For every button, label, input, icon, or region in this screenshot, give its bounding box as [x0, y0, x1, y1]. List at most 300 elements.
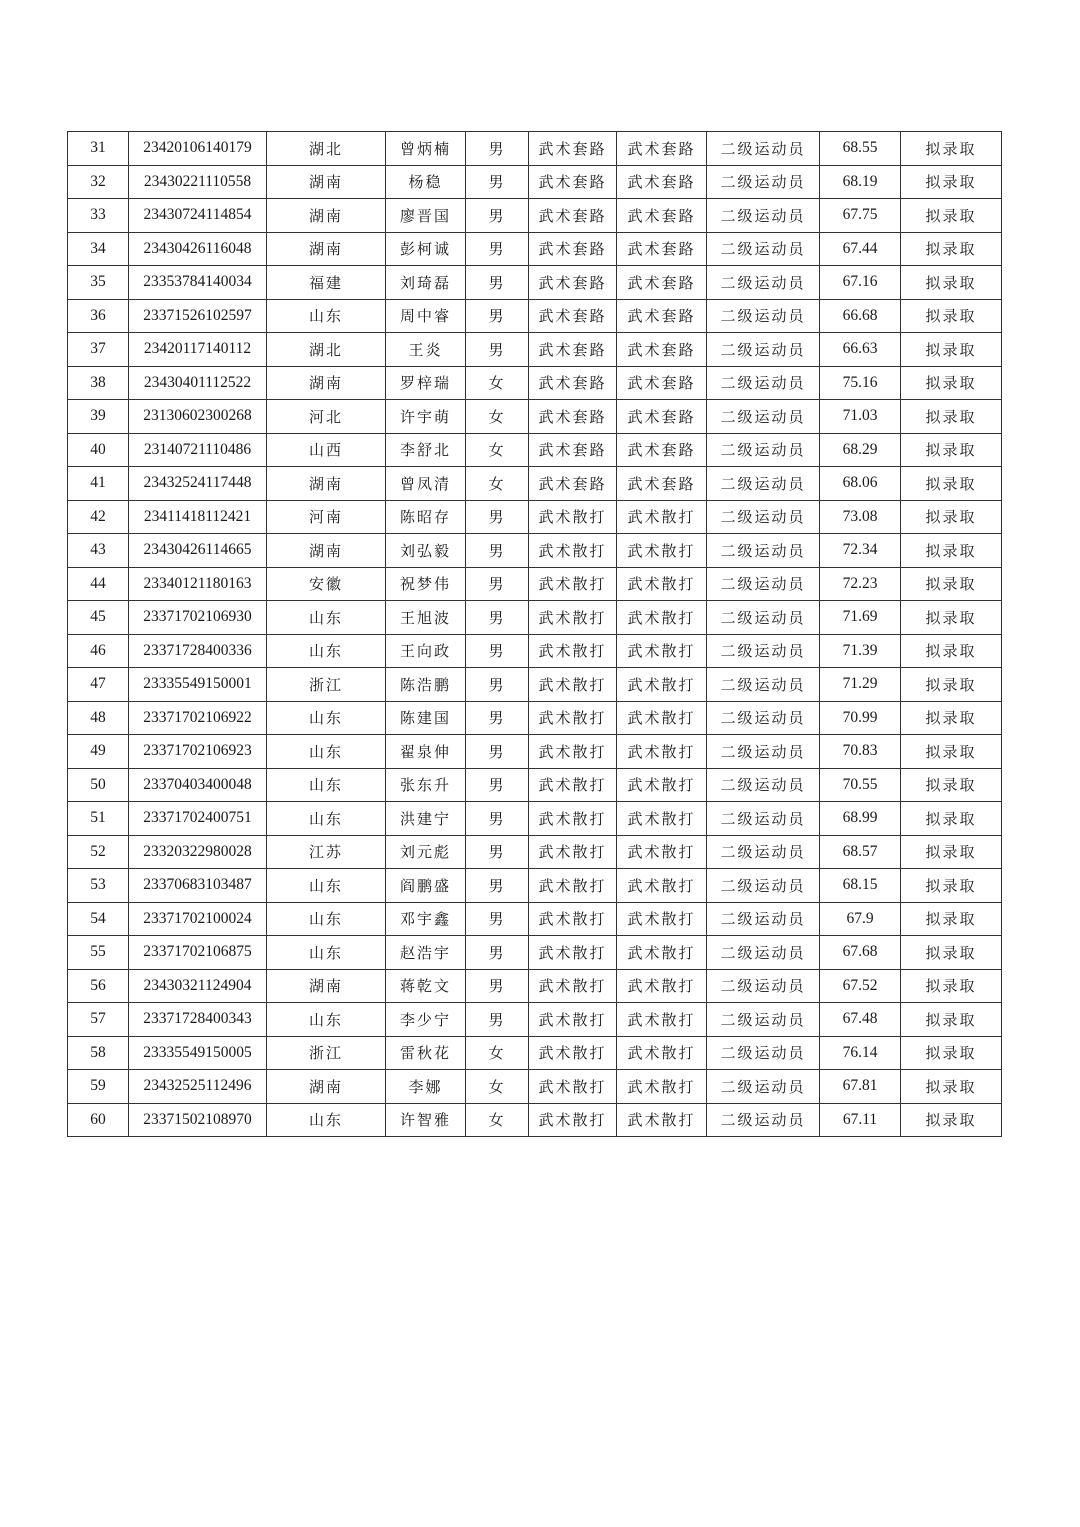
- table-row: [68, 366, 1002, 400]
- cell-gender: 女: [466, 1036, 529, 1070]
- table-row: [68, 567, 1002, 601]
- cell-candidate-id: 23340121180163: [129, 567, 267, 601]
- cell-score: 72.34: [820, 534, 901, 568]
- cell-name: 阎鹏盛: [386, 869, 466, 903]
- cell-athlete-level: 二级运动员: [707, 299, 820, 333]
- cell-sport: 武术散打: [529, 567, 617, 601]
- cell-athlete-level: 二级运动员: [707, 1103, 820, 1137]
- cell-province: 山东: [267, 634, 386, 668]
- table-row: [68, 433, 1002, 467]
- cell-gender: 男: [466, 333, 529, 367]
- cell-event: 武术散打: [617, 902, 707, 936]
- cell-gender: 男: [466, 969, 529, 1003]
- cell-index: 60: [68, 1103, 129, 1137]
- table-row: [68, 232, 1002, 266]
- cell-score: 68.57: [820, 835, 901, 869]
- cell-gender: 男: [466, 936, 529, 970]
- cell-name: 刘弘毅: [386, 534, 466, 568]
- cell-status: 拟录取: [901, 969, 1002, 1003]
- cell-score: 75.16: [820, 366, 901, 400]
- cell-index: 44: [68, 567, 129, 601]
- cell-name: 曾凤清: [386, 467, 466, 501]
- cell-candidate-id: 23371526102597: [129, 299, 267, 333]
- cell-candidate-id: 23371702106930: [129, 601, 267, 635]
- cell-index: 42: [68, 500, 129, 534]
- cell-name: 刘元彪: [386, 835, 466, 869]
- cell-event: 武术套路: [617, 299, 707, 333]
- cell-athlete-level: 二级运动员: [707, 902, 820, 936]
- cell-athlete-level: 二级运动员: [707, 266, 820, 300]
- admission-list-table: [67, 131, 1002, 1137]
- cell-sport: 武术散打: [529, 1036, 617, 1070]
- cell-gender: 男: [466, 869, 529, 903]
- cell-index: 50: [68, 768, 129, 802]
- table-row: [68, 1103, 1002, 1137]
- cell-status: 拟录取: [901, 232, 1002, 266]
- cell-gender: 男: [466, 165, 529, 199]
- cell-name: 洪建宁: [386, 802, 466, 836]
- cell-province: 湖南: [267, 199, 386, 233]
- cell-candidate-id: 23371702100024: [129, 902, 267, 936]
- cell-province: 湖南: [267, 534, 386, 568]
- cell-score: 70.99: [820, 701, 901, 735]
- cell-score: 70.83: [820, 735, 901, 769]
- cell-gender: 女: [466, 1070, 529, 1104]
- cell-gender: 男: [466, 132, 529, 166]
- cell-candidate-id: 23371702400751: [129, 802, 267, 836]
- cell-gender: 男: [466, 567, 529, 601]
- cell-event: 武术散打: [617, 668, 707, 702]
- cell-status: 拟录取: [901, 534, 1002, 568]
- table-row: [68, 701, 1002, 735]
- cell-index: 40: [68, 433, 129, 467]
- cell-score: 68.29: [820, 433, 901, 467]
- table-row: [68, 534, 1002, 568]
- cell-status: 拟录取: [901, 1103, 1002, 1137]
- cell-status: 拟录取: [901, 333, 1002, 367]
- cell-score: 66.68: [820, 299, 901, 333]
- cell-event: 武术套路: [617, 366, 707, 400]
- cell-sport: 武术散打: [529, 768, 617, 802]
- cell-status: 拟录取: [901, 199, 1002, 233]
- cell-index: 32: [68, 165, 129, 199]
- cell-sport: 武术套路: [529, 400, 617, 434]
- cell-status: 拟录取: [901, 601, 1002, 635]
- cell-province: 湖北: [267, 132, 386, 166]
- cell-candidate-id: 23371702106923: [129, 735, 267, 769]
- cell-athlete-level: 二级运动员: [707, 433, 820, 467]
- cell-score: 67.52: [820, 969, 901, 1003]
- cell-name: 曾炳楠: [386, 132, 466, 166]
- cell-index: 39: [68, 400, 129, 434]
- cell-name: 雷秋花: [386, 1036, 466, 1070]
- cell-score: 70.55: [820, 768, 901, 802]
- cell-index: 54: [68, 902, 129, 936]
- cell-status: 拟录取: [901, 132, 1002, 166]
- cell-candidate-id: 23430426116048: [129, 232, 267, 266]
- cell-gender: 女: [466, 400, 529, 434]
- cell-status: 拟录取: [901, 1070, 1002, 1104]
- cell-event: 武术散打: [617, 969, 707, 1003]
- cell-name: 祝梦伟: [386, 567, 466, 601]
- cell-event: 武术散打: [617, 735, 707, 769]
- cell-event: 武术套路: [617, 132, 707, 166]
- cell-name: 王旭波: [386, 601, 466, 635]
- table-row: [68, 802, 1002, 836]
- cell-candidate-id: 23371502108970: [129, 1103, 267, 1137]
- cell-candidate-id: 23371702106875: [129, 936, 267, 970]
- cell-score: 67.75: [820, 199, 901, 233]
- cell-province: 湖南: [267, 165, 386, 199]
- cell-sport: 武术散打: [529, 634, 617, 668]
- cell-athlete-level: 二级运动员: [707, 802, 820, 836]
- cell-gender: 男: [466, 601, 529, 635]
- cell-event: 武术散打: [617, 869, 707, 903]
- cell-name: 张东升: [386, 768, 466, 802]
- cell-event: 武术散打: [617, 701, 707, 735]
- cell-sport: 武术套路: [529, 299, 617, 333]
- cell-score: 67.81: [820, 1070, 901, 1104]
- cell-gender: 男: [466, 735, 529, 769]
- cell-gender: 男: [466, 802, 529, 836]
- cell-event: 武术套路: [617, 232, 707, 266]
- cell-province: 山东: [267, 299, 386, 333]
- cell-index: 52: [68, 835, 129, 869]
- cell-sport: 武术套路: [529, 333, 617, 367]
- cell-name: 李舒北: [386, 433, 466, 467]
- cell-name: 许智雅: [386, 1103, 466, 1137]
- cell-athlete-level: 二级运动员: [707, 1070, 820, 1104]
- cell-name: 邓宇鑫: [386, 902, 466, 936]
- cell-sport: 武术散打: [529, 500, 617, 534]
- cell-score: 68.55: [820, 132, 901, 166]
- cell-gender: 男: [466, 232, 529, 266]
- cell-gender: 女: [466, 433, 529, 467]
- cell-status: 拟录取: [901, 266, 1002, 300]
- cell-candidate-id: 23411418112421: [129, 500, 267, 534]
- cell-province: 湖南: [267, 1070, 386, 1104]
- cell-score: 67.48: [820, 1003, 901, 1037]
- table-row: [68, 165, 1002, 199]
- cell-status: 拟录取: [901, 701, 1002, 735]
- cell-sport: 武术套路: [529, 467, 617, 501]
- cell-status: 拟录取: [901, 500, 1002, 534]
- cell-name: 陈浩鹏: [386, 668, 466, 702]
- cell-province: 山东: [267, 735, 386, 769]
- cell-score: 72.23: [820, 567, 901, 601]
- cell-sport: 武术散打: [529, 735, 617, 769]
- cell-status: 拟录取: [901, 299, 1002, 333]
- cell-event: 武术散打: [617, 936, 707, 970]
- cell-province: 山东: [267, 936, 386, 970]
- cell-gender: 男: [466, 500, 529, 534]
- cell-score: 67.11: [820, 1103, 901, 1137]
- cell-athlete-level: 二级运动员: [707, 1036, 820, 1070]
- cell-sport: 武术散打: [529, 701, 617, 735]
- cell-candidate-id: 23320322980028: [129, 835, 267, 869]
- cell-athlete-level: 二级运动员: [707, 936, 820, 970]
- cell-province: 山东: [267, 802, 386, 836]
- cell-index: 41: [68, 467, 129, 501]
- cell-athlete-level: 二级运动员: [707, 768, 820, 802]
- cell-index: 51: [68, 802, 129, 836]
- cell-sport: 武术散打: [529, 902, 617, 936]
- cell-gender: 男: [466, 835, 529, 869]
- table-row: [68, 467, 1002, 501]
- table-row: [68, 132, 1002, 166]
- cell-province: 福建: [267, 266, 386, 300]
- cell-index: 56: [68, 969, 129, 1003]
- cell-score: 67.9: [820, 902, 901, 936]
- cell-name: 彭柯诚: [386, 232, 466, 266]
- cell-index: 37: [68, 333, 129, 367]
- cell-gender: 男: [466, 299, 529, 333]
- cell-province: 江苏: [267, 835, 386, 869]
- cell-score: 73.08: [820, 500, 901, 534]
- cell-event: 武术散打: [617, 534, 707, 568]
- cell-name: 赵浩宇: [386, 936, 466, 970]
- cell-status: 拟录取: [901, 567, 1002, 601]
- cell-event: 武术套路: [617, 333, 707, 367]
- cell-score: 68.99: [820, 802, 901, 836]
- cell-event: 武术散打: [617, 768, 707, 802]
- cell-athlete-level: 二级运动员: [707, 534, 820, 568]
- cell-sport: 武术散打: [529, 1070, 617, 1104]
- cell-sport: 武术散打: [529, 668, 617, 702]
- cell-index: 49: [68, 735, 129, 769]
- cell-athlete-level: 二级运动员: [707, 232, 820, 266]
- cell-province: 湖南: [267, 969, 386, 1003]
- cell-province: 安徽: [267, 567, 386, 601]
- cell-sport: 武术散打: [529, 835, 617, 869]
- cell-score: 67.44: [820, 232, 901, 266]
- cell-name: 李娜: [386, 1070, 466, 1104]
- cell-event: 武术套路: [617, 433, 707, 467]
- cell-index: 33: [68, 199, 129, 233]
- cell-candidate-id: 23353784140034: [129, 266, 267, 300]
- cell-status: 拟录取: [901, 433, 1002, 467]
- cell-candidate-id: 23430221110558: [129, 165, 267, 199]
- table-body: [68, 132, 1002, 1137]
- cell-candidate-id: 23370683103487: [129, 869, 267, 903]
- cell-score: 71.29: [820, 668, 901, 702]
- cell-status: 拟录取: [901, 735, 1002, 769]
- cell-athlete-level: 二级运动员: [707, 500, 820, 534]
- table-row: [68, 500, 1002, 534]
- cell-athlete-level: 二级运动员: [707, 333, 820, 367]
- cell-sport: 武术套路: [529, 366, 617, 400]
- cell-candidate-id: 23430321124904: [129, 969, 267, 1003]
- cell-score: 67.68: [820, 936, 901, 970]
- table-row: [68, 869, 1002, 903]
- cell-athlete-level: 二级运动员: [707, 634, 820, 668]
- table-row: [68, 400, 1002, 434]
- cell-sport: 武术散打: [529, 1103, 617, 1137]
- cell-gender: 男: [466, 768, 529, 802]
- table-row: [68, 936, 1002, 970]
- cell-athlete-level: 二级运动员: [707, 835, 820, 869]
- cell-score: 66.63: [820, 333, 901, 367]
- cell-event: 武术散打: [617, 567, 707, 601]
- cell-score: 68.15: [820, 869, 901, 903]
- cell-index: 35: [68, 266, 129, 300]
- cell-score: 71.03: [820, 400, 901, 434]
- cell-gender: 男: [466, 634, 529, 668]
- cell-province: 湖北: [267, 333, 386, 367]
- cell-gender: 男: [466, 1003, 529, 1037]
- cell-name: 罗梓瑞: [386, 366, 466, 400]
- cell-index: 34: [68, 232, 129, 266]
- cell-province: 河南: [267, 500, 386, 534]
- cell-index: 48: [68, 701, 129, 735]
- cell-sport: 武术散打: [529, 936, 617, 970]
- cell-status: 拟录取: [901, 467, 1002, 501]
- cell-event: 武术套路: [617, 266, 707, 300]
- cell-gender: 女: [466, 1103, 529, 1137]
- cell-athlete-level: 二级运动员: [707, 1003, 820, 1037]
- cell-athlete-level: 二级运动员: [707, 869, 820, 903]
- cell-gender: 男: [466, 199, 529, 233]
- cell-status: 拟录取: [901, 902, 1002, 936]
- cell-candidate-id: 23370403400048: [129, 768, 267, 802]
- cell-status: 拟录取: [901, 835, 1002, 869]
- cell-sport: 武术散打: [529, 601, 617, 635]
- cell-status: 拟录取: [901, 1036, 1002, 1070]
- table-row: [68, 1036, 1002, 1070]
- cell-event: 武术散打: [617, 802, 707, 836]
- cell-athlete-level: 二级运动员: [707, 735, 820, 769]
- cell-index: 38: [68, 366, 129, 400]
- cell-province: 湖南: [267, 232, 386, 266]
- cell-athlete-level: 二级运动员: [707, 467, 820, 501]
- cell-status: 拟录取: [901, 936, 1002, 970]
- cell-name: 王向政: [386, 634, 466, 668]
- cell-province: 山东: [267, 1003, 386, 1037]
- cell-name: 翟泉伸: [386, 735, 466, 769]
- table-row: [68, 1003, 1002, 1037]
- cell-event: 武术套路: [617, 400, 707, 434]
- cell-candidate-id: 23371728400336: [129, 634, 267, 668]
- cell-athlete-level: 二级运动员: [707, 668, 820, 702]
- cell-candidate-id: 23430724114854: [129, 199, 267, 233]
- cell-gender: 男: [466, 902, 529, 936]
- cell-score: 71.39: [820, 634, 901, 668]
- cell-candidate-id: 23335549150001: [129, 668, 267, 702]
- cell-province: 河北: [267, 400, 386, 434]
- cell-event: 武术散打: [617, 835, 707, 869]
- cell-index: 31: [68, 132, 129, 166]
- cell-event: 武术散打: [617, 1036, 707, 1070]
- table-row: [68, 668, 1002, 702]
- cell-event: 武术散打: [617, 634, 707, 668]
- cell-athlete-level: 二级运动员: [707, 601, 820, 635]
- cell-sport: 武术套路: [529, 165, 617, 199]
- cell-province: 山东: [267, 902, 386, 936]
- cell-province: 山东: [267, 601, 386, 635]
- cell-candidate-id: 23430401112522: [129, 366, 267, 400]
- cell-name: 陈昭存: [386, 500, 466, 534]
- cell-province: 山东: [267, 701, 386, 735]
- cell-sport: 武术散打: [529, 969, 617, 1003]
- cell-athlete-level: 二级运动员: [707, 969, 820, 1003]
- table-row: [68, 634, 1002, 668]
- cell-candidate-id: 23371728400343: [129, 1003, 267, 1037]
- table-row: [68, 199, 1002, 233]
- cell-name: 杨稳: [386, 165, 466, 199]
- cell-status: 拟录取: [901, 869, 1002, 903]
- cell-index: 59: [68, 1070, 129, 1104]
- cell-status: 拟录取: [901, 668, 1002, 702]
- cell-candidate-id: 23432524117448: [129, 467, 267, 501]
- cell-athlete-level: 二级运动员: [707, 165, 820, 199]
- cell-index: 57: [68, 1003, 129, 1037]
- cell-province: 山东: [267, 1103, 386, 1137]
- cell-status: 拟录取: [901, 400, 1002, 434]
- cell-gender: 女: [466, 467, 529, 501]
- cell-name: 刘琦磊: [386, 266, 466, 300]
- cell-province: 湖南: [267, 467, 386, 501]
- cell-event: 武术散打: [617, 1103, 707, 1137]
- cell-candidate-id: 23371702106922: [129, 701, 267, 735]
- cell-index: 45: [68, 601, 129, 635]
- cell-candidate-id: 23420117140112: [129, 333, 267, 367]
- cell-status: 拟录取: [901, 768, 1002, 802]
- cell-index: 53: [68, 869, 129, 903]
- cell-gender: 男: [466, 668, 529, 702]
- cell-event: 武术套路: [617, 199, 707, 233]
- cell-status: 拟录取: [901, 634, 1002, 668]
- cell-athlete-level: 二级运动员: [707, 701, 820, 735]
- cell-index: 46: [68, 634, 129, 668]
- cell-province: 浙江: [267, 1036, 386, 1070]
- cell-index: 43: [68, 534, 129, 568]
- cell-event: 武术套路: [617, 165, 707, 199]
- cell-score: 68.06: [820, 467, 901, 501]
- cell-candidate-id: 23420106140179: [129, 132, 267, 166]
- cell-status: 拟录取: [901, 802, 1002, 836]
- cell-province: 湖南: [267, 366, 386, 400]
- cell-sport: 武术套路: [529, 232, 617, 266]
- cell-candidate-id: 23130602300268: [129, 400, 267, 434]
- cell-province: 山西: [267, 433, 386, 467]
- cell-athlete-level: 二级运动员: [707, 366, 820, 400]
- cell-candidate-id: 23140721110486: [129, 433, 267, 467]
- cell-sport: 武术套路: [529, 132, 617, 166]
- table-row: [68, 1070, 1002, 1104]
- cell-gender: 女: [466, 366, 529, 400]
- cell-athlete-level: 二级运动员: [707, 199, 820, 233]
- cell-gender: 男: [466, 534, 529, 568]
- cell-gender: 男: [466, 266, 529, 300]
- table-row: [68, 333, 1002, 367]
- cell-event: 武术散打: [617, 601, 707, 635]
- cell-name: 廖晋国: [386, 199, 466, 233]
- cell-name: 蒋乾文: [386, 969, 466, 1003]
- cell-event: 武术散打: [617, 1003, 707, 1037]
- cell-sport: 武术散打: [529, 869, 617, 903]
- table-row: [68, 601, 1002, 635]
- cell-candidate-id: 23335549150005: [129, 1036, 267, 1070]
- cell-event: 武术套路: [617, 467, 707, 501]
- cell-name: 陈建国: [386, 701, 466, 735]
- admission-list-table-container: [67, 131, 1001, 1137]
- cell-gender: 男: [466, 701, 529, 735]
- cell-score: 68.19: [820, 165, 901, 199]
- cell-index: 47: [68, 668, 129, 702]
- cell-sport: 武术散打: [529, 1003, 617, 1037]
- cell-status: 拟录取: [901, 1003, 1002, 1037]
- cell-province: 山东: [267, 869, 386, 903]
